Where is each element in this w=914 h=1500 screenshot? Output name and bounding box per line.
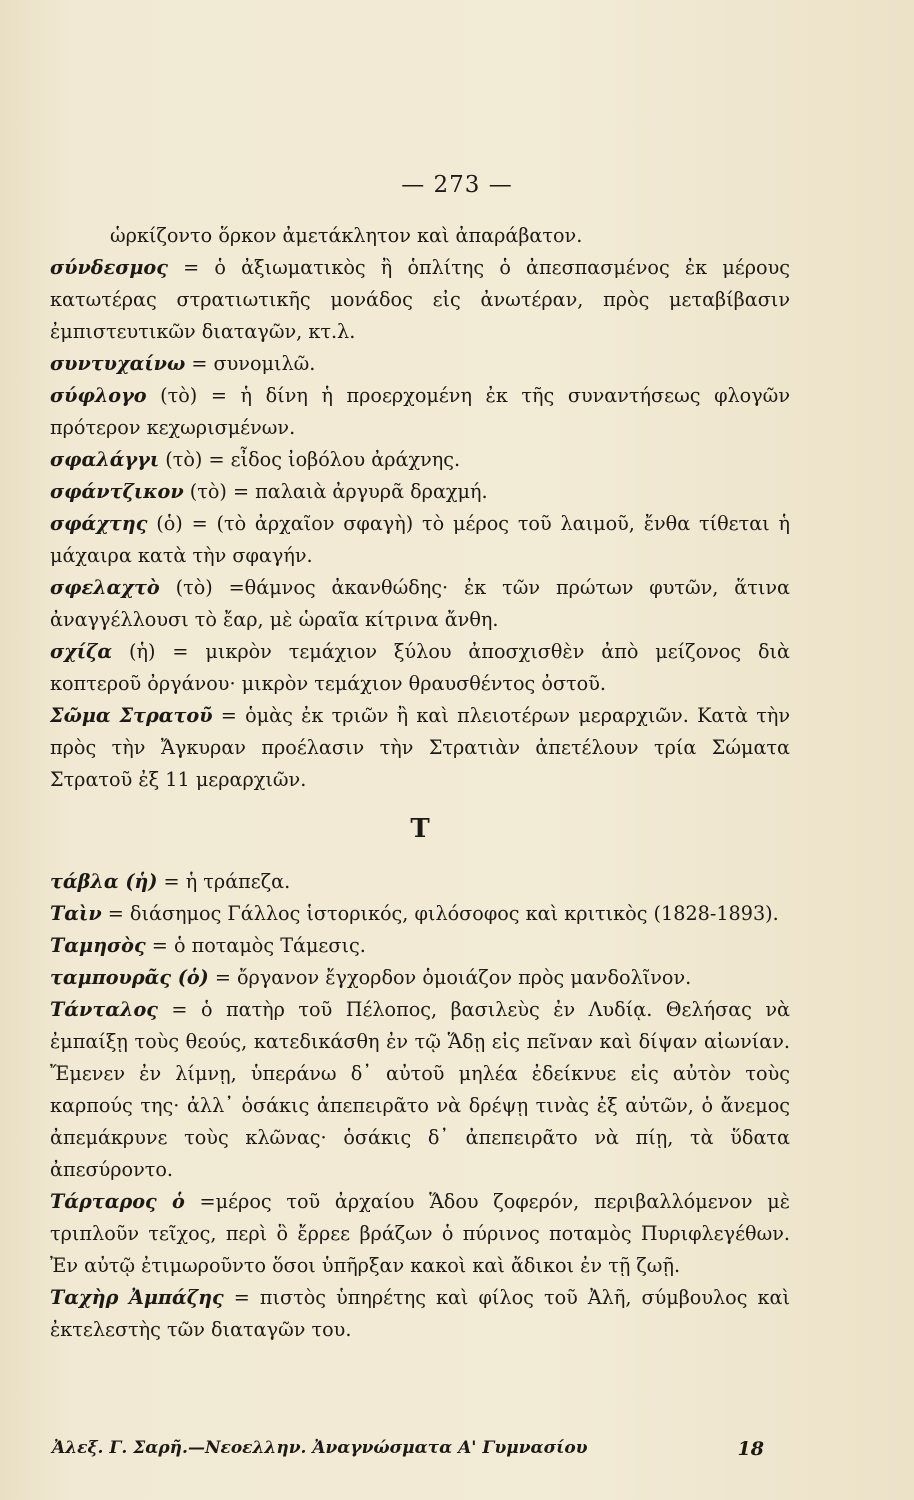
printer-signature: Ἀλεξ. Γ. Σαρῆ.—Νεοελλην. Ἀναγνώσματα Α' Γυμνασίου [52, 1438, 588, 1458]
glossary-entry [50, 636, 790, 700]
glossary-entry [50, 508, 790, 572]
entry-headword: σφαλάγγι [50, 448, 160, 471]
entry-headword: Ταμησὸς [50, 934, 146, 957]
glossary-entry [50, 700, 790, 796]
entry-definition: = ἡ τράπεζα. [157, 870, 291, 893]
entry-headword: Ταχὴρ Ἀμπάζης [50, 1286, 224, 1309]
entry-definition: (ἡ) = μικρὸν τεμάχιον ξύλου ἀποσχισθὲν ἀπὸ μείζονος διὰ κοπτεροῦ ὀργάνου· μικρὸν τεμάχιον θραυσθέντος ὀστοῦ. [50, 640, 790, 695]
glossary-entry [50, 962, 790, 994]
entry-headword: σφελαχτὸ [50, 576, 160, 599]
page-number: — 273 — [401, 172, 513, 198]
entry-headword: σύνδεσμος [50, 256, 168, 279]
entry-definition: = συνομιλῶ. [185, 352, 316, 375]
entry-headword: Ταὶν [50, 902, 102, 925]
page-footer [52, 1438, 764, 1460]
sheet-number: 18 [737, 1438, 764, 1460]
entry-definition: = ὁμὰς ἐκ τριῶν ἢ καὶ πλειοτέρων μεραρχιῶν. Κατὰ τὴν πρὸς τὴν Ἄγκυραν προέλασιν τὴν Στρατιὰν ἀπετέλουν τρία Σώματα Στρατοῦ ἐξ 11 μεραρχιῶν. [50, 704, 790, 791]
glossary-entry [50, 1282, 790, 1346]
entry-definition: = πιστὸς ὑπηρέτης καὶ φίλος τοῦ Ἀλῆ, σύμβουλος καὶ ἐκτελεστὴς τῶν διαταγῶν του. [50, 1286, 790, 1341]
entry-definition: (τὸ) = παλαιὰ ἀργυρᾶ δραχμή. [183, 480, 488, 503]
entry-definition: = διάσημος Γάλλος ἱστορικός, φιλόσοφος καὶ κριτικὸς (1828-1893). [101, 902, 779, 925]
entry-headword: σύφλογο [50, 384, 147, 407]
glossary-entry [50, 348, 790, 380]
entry-headword: συντυχαίνω [50, 352, 186, 375]
entry-headword: ταμπουρᾶς (ὁ) [50, 966, 209, 989]
glossary-entry [50, 444, 790, 476]
entry-definition: = ὄργανον ἔγχορδον ὁμοιάζον πρὸς μανδολῖνον. [208, 966, 692, 989]
glossary-entry [50, 898, 790, 930]
entry-headword: Τάρταρος ὁ [50, 1190, 185, 1213]
entry-definition: =μέρος τοῦ ἀρχαίου Ἅδου ζοφερόν, περιβαλλόμενον μὲ τριπλοῦν τεῖχος, περὶ ὃ ἔρρεε βράζων ὁ πύρινος ποταμὸς Πυριφλεγέθων. Ἐν αὐτῷ ἐτιμωροῦντο ὅσοι ὑπῆρξαν κακοὶ καὶ ἄδικοι ἐν τῇ ζωῇ. [50, 1190, 790, 1277]
glossary-entry [50, 572, 790, 636]
entry-headword: σχίζα [50, 640, 113, 663]
entry-definition: = ὁ ἀξιωματικὸς ἢ ὁπλίτης ὁ ἀπεσπασμένος ἐκ μέρους κατωτέρας στρατιωτικῆς μονάδος εἰς ἀνωτέραν, πρὸς μεταβίβασιν ἐμπιστευτικῶν διαταγῶν, κτ.λ. [50, 256, 790, 343]
glossary-entry [50, 866, 790, 898]
glossary-entry [50, 1186, 790, 1282]
entry-headword: τάβλα (ἡ) [50, 870, 158, 893]
entry-headword: Τάνταλος [50, 998, 158, 1021]
entry-headword: σφάχτης [50, 512, 148, 535]
glossary-entry [50, 476, 790, 508]
glossary-entry [50, 930, 790, 962]
entry-definition: (τὸ) = εἶδος ἰοβόλου ἀράχνης. [159, 448, 461, 471]
glossary-entry [50, 994, 790, 1186]
continuation-line: ὡρκίζοντο ὅρκον ἀμετάκλητον καὶ ἀπαράβατον. [110, 224, 583, 247]
entry-definition: = ὁ ποταμὸς Τάμεσις. [145, 934, 366, 957]
entry-definition: (ὁ) = (τὸ ἀρχαῖον σφαγὴ) τὸ μέρος τοῦ λαιμοῦ, ἔνθα τίθεται ἡ μάχαιρα κατὰ τὴν σφαγήν. [50, 512, 790, 567]
entry-definition: (τὸ) = ἡ δίνη ἡ προερχομένη ἐκ τῆς συναντήσεως φλογῶν πρότερον κεχωρισμένων. [50, 384, 790, 439]
entry-definition: (τὸ) =θάμνος ἀκανθώδης· ἐκ τῶν πρώτων φυτῶν, ἅτινα ἀναγγέλλουσι τὸ ἔαρ, μὲ ὡραῖα κίτρινα ἄνθη. [50, 576, 790, 631]
entry-headword: Σῶμα Στρατοῦ [50, 704, 213, 727]
glossary-entry [50, 380, 790, 444]
glossary-body [50, 220, 790, 1346]
glossary-entry [50, 252, 790, 348]
entry-definition: = ὁ πατὴρ τοῦ Πέλοπος, βασιλεὺς ἐν Λυδίᾳ. Θελήσας νὰ ἐμπαίξῃ τοὺς θεούς, κατεδικάσθη ἐν τῷ Ἅδῃ εἰς πεῖναν καὶ δίψαν αἰωνίαν. Ἔμενεν ἐν λίμνῃ, ὑπεράνω δ᾽ αὐτοῦ μηλέα ἐδείκνυε εἰς αὐτὸν τοὺς καρπούς της· ἀλλ᾽ ὁσάκις ἀπεπειρᾶτο νὰ δρέψῃ τινὰς ἐξ αὐτῶν, ὁ ἄνεμος ἀπεμάκρυνε τοὺς κλῶνας· ὁσάκις δ᾽ ἀπεπειρᾶτο νὰ πίῃ, τὰ ὕδατα ἀπεσύροντο. [50, 998, 790, 1181]
section-letter-heading: Τ [410, 814, 430, 844]
entry-headword: σφάντζικον [50, 480, 184, 503]
